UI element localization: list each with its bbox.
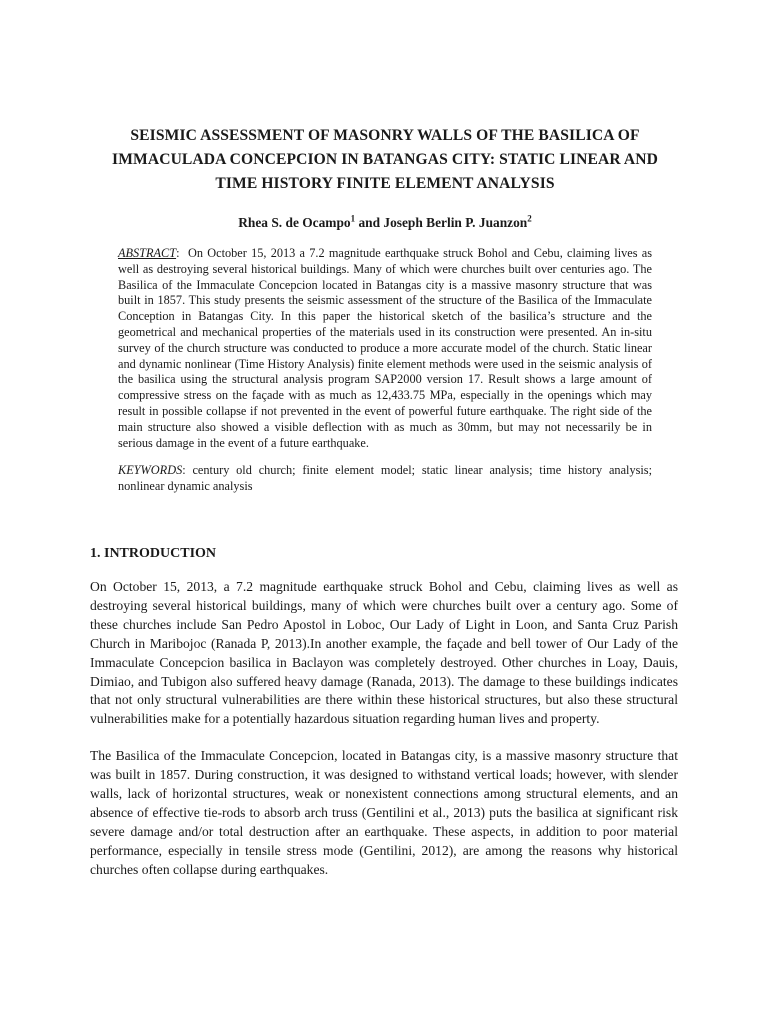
section-heading: 1. INTRODUCTION (90, 546, 217, 561)
keywords (118, 463, 652, 495)
paper-header (112, 124, 658, 495)
introduction-section (90, 544, 678, 880)
intro-paragraph-2: The Basilica of the Immaculate Concepcion, located in Batangas city, is a massive masonry structure that was built in 1857. During construction, it was designed to withstand vertical loads; however, with slender walls, lack of horizontal structures, weak or nonexistent connections among structural elements, and an absence of effective tie-rods to absorb arch truss (Gentilini et al., 2013) puts the basilica at significant risk severe damage and/or total destruction after an earthquake. These aspects, in addition to poor material performance, especially in tensile stress mode (Gentilini, 2012), are among the reasons why historical churches often collapse during earthquakes. (90, 748, 678, 877)
abstract (118, 246, 652, 451)
author-1-affiliation-mark: 1 (350, 213, 356, 224)
author-1-name: Rhea S. de Ocampo (238, 215, 351, 230)
keywords-separator: : (182, 463, 193, 478)
keywords-label: KEYWORDS (118, 463, 183, 478)
author-2-affiliation-mark: 2 (527, 213, 532, 224)
author-2-name: Joseph Berlin P. Juanzon (383, 215, 528, 230)
author-joiner: and (355, 215, 384, 230)
paper-title: SEISMIC ASSESSMENT OF MASONRY WALLS OF THE BASILICA OF IMMACULADA CONCEPCION IN BATANGAS CITY: STATIC LINEAR AND TIME HISTORY FINITE ELEMENT ANALYSIS (112, 127, 658, 192)
abstract-separator: : (176, 246, 188, 260)
intro-paragraph-1: On October 15, 2013, a 7.2 magnitude earthquake struck Bohol and Cebu, claiming lives as well as destroying several historical buildings, many of which were churches built over a century ago. Some of these churches include San Pedro Apostol in Loboc, Our Lady of Light in Loon, and Santa Cruz Parish Church in Maribojoc (Ranada P, 2013).In another example, the façade and bell tower of Our Lady of the Immaculate Concepcion basilica in Baclayon was completely destroyed. Other churches in Loay, Dauis, Dimiao, and Tubigon also suffered heavy damage (Ranada, 2013). The damage to these buildings indicates that not only structural vulnerabilities are there within these historical structures, but also these structural vulnerabilities make for a potentially hazardous situation regarding human lives and property. (90, 579, 678, 727)
abstract-label: ABSTRACT (118, 246, 177, 260)
keywords-text: century old church; finite element model; static linear analysis; time history analysis; nonlinear dynamic analysis (118, 463, 652, 494)
author-line (118, 214, 652, 232)
abstract-text: On October 15, 2013 a 7.2 magnitude earthquake struck Bohol and Cebu, claiming lives as well as destroying several historical buildings. Many of which were churches built over centuries ago. The Basilica of the Immaculate Concepcion located in Batangas city is a massive masonry structure that was built in 1857. This study presents the seismic assessment of the structure of the Basilica of the Immaculate Conception in Batangas City. In this paper the historical sketch of the basilica’s structure and the geometrical and mechanical properties of the materials used in its construction were presented. An in-situ survey of the church structure was conducted to produce a more accurate model of the church. Static linear and dynamic nonlinear (Time History Analysis) finite element methods were used in the seismic analysis of the basilica using the structural analysis program SAP2000 version 17. Result shows a large amount of compressive stress on the façade with as much as 12,433.75 MPa, especially in the openings which may result in possible collapse if not prevented in the event of powerful future earthquake. The right side of the main structure also showed a visible deflection with as much as 30mm, but may not necessarily be in serious damage in the event of a future earthquake. (118, 246, 652, 450)
